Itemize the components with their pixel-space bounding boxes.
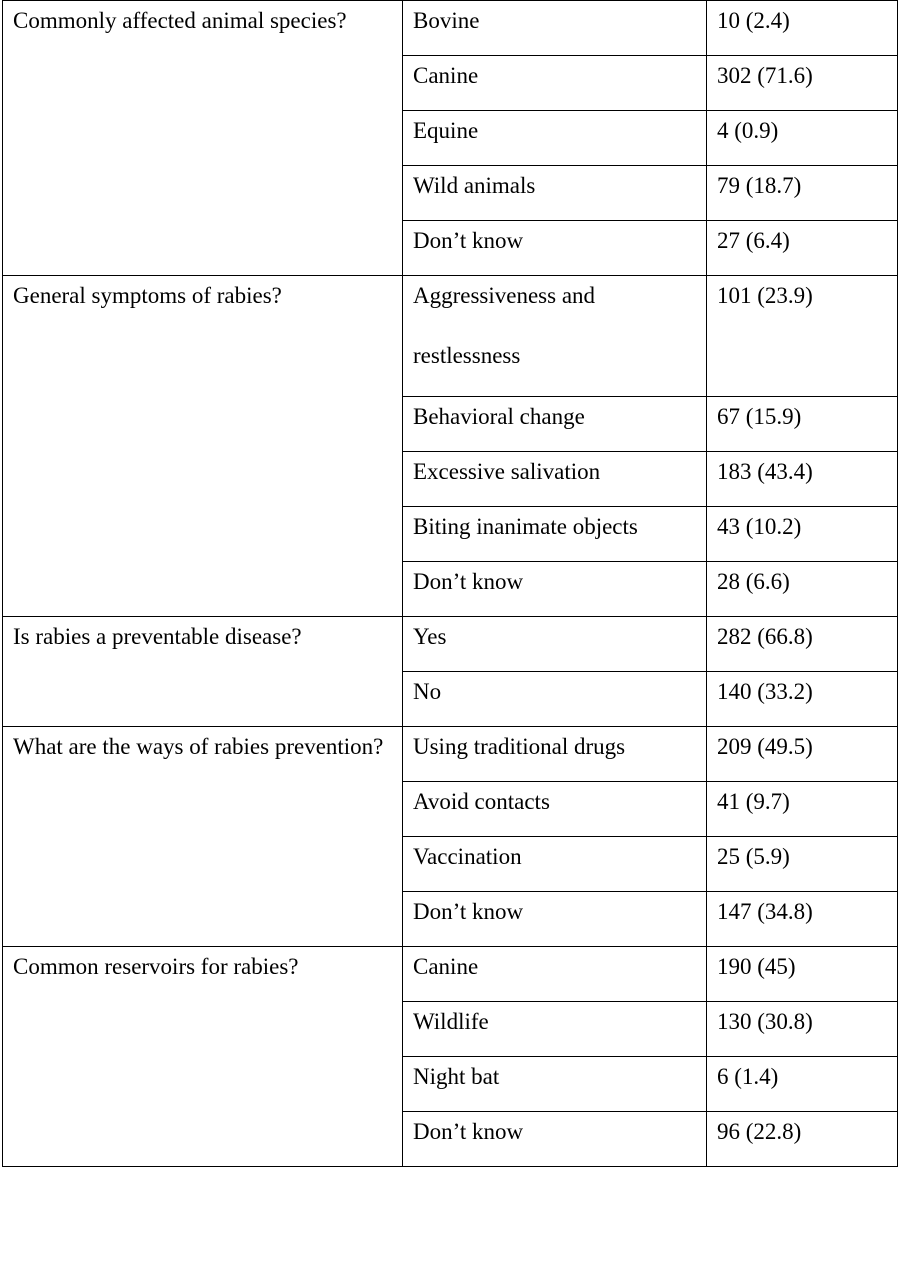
answer-text: Behavioral change — [413, 404, 585, 429]
answer-text: Excessive salivation — [413, 459, 601, 484]
question-text: Commonly affected animal species? — [13, 8, 347, 33]
question-cell — [3, 276, 403, 617]
value-text: 6 (1.4) — [717, 1064, 779, 1089]
answer-cell — [403, 276, 707, 397]
value-text: 101 (23.9) — [717, 283, 813, 308]
question-cell — [3, 947, 403, 1167]
answer-text: Don’t know — [413, 569, 524, 594]
value-text: 10 (2.4) — [717, 8, 790, 33]
answer-text: Night bat — [413, 1064, 500, 1089]
question-text: What are the ways of rabies prevention? — [13, 734, 384, 759]
answer-text: Avoid contacts — [413, 789, 550, 814]
answer-cell — [403, 1112, 707, 1167]
value-cell — [707, 1112, 898, 1167]
value-text: 140 (33.2) — [717, 679, 813, 704]
survey-table — [2, 0, 898, 1167]
question-text: Common reservoirs for rabies? — [13, 954, 299, 979]
value-text: 183 (43.4) — [717, 459, 813, 484]
value-text: 79 (18.7) — [717, 173, 802, 198]
value-cell — [707, 276, 898, 397]
value-text: 4 (0.9) — [717, 118, 779, 143]
value-text: 190 (45) — [717, 954, 796, 979]
answer-text: Don’t know — [413, 1119, 524, 1144]
answer-text: Yes — [413, 624, 447, 649]
value-text: 28 (6.6) — [717, 569, 790, 594]
value-text: 130 (30.8) — [717, 1009, 813, 1034]
answer-text: Don’t know — [413, 899, 524, 924]
answer-text: Equine — [413, 118, 479, 143]
question-cell — [3, 617, 403, 727]
value-text: 209 (49.5) — [717, 734, 813, 759]
answer-text: Wildlife — [413, 1009, 489, 1034]
value-text: 147 (34.8) — [717, 899, 813, 924]
value-text: 43 (10.2) — [717, 514, 802, 539]
value-text: 41 (9.7) — [717, 789, 790, 814]
answer-text: Aggressiveness and restlessness — [413, 283, 596, 368]
value-text: 282 (66.8) — [717, 624, 813, 649]
answer-text: Wild animals — [413, 173, 536, 198]
value-text: 67 (15.9) — [717, 404, 802, 429]
table-row — [3, 276, 898, 397]
question-cell — [3, 1, 403, 276]
answer-text: No — [413, 679, 442, 704]
value-text: 25 (5.9) — [717, 844, 790, 869]
answer-text: Using traditional drugs — [413, 734, 626, 759]
answer-text: Biting inanimate objects — [413, 514, 638, 539]
value-text: 27 (6.4) — [717, 228, 790, 253]
answer-text: Vaccination — [413, 844, 522, 869]
answer-text: Bovine — [413, 8, 480, 33]
value-text: 302 (71.6) — [717, 63, 813, 88]
question-cell — [3, 727, 403, 947]
answer-text: Canine — [413, 63, 479, 88]
question-text: General symptoms of rabies? — [13, 283, 282, 308]
answer-text: Don’t know — [413, 228, 524, 253]
answer-text: Canine — [413, 954, 479, 979]
value-text: 96 (22.8) — [717, 1119, 802, 1144]
question-text: Is rabies a preventable disease? — [13, 624, 302, 649]
